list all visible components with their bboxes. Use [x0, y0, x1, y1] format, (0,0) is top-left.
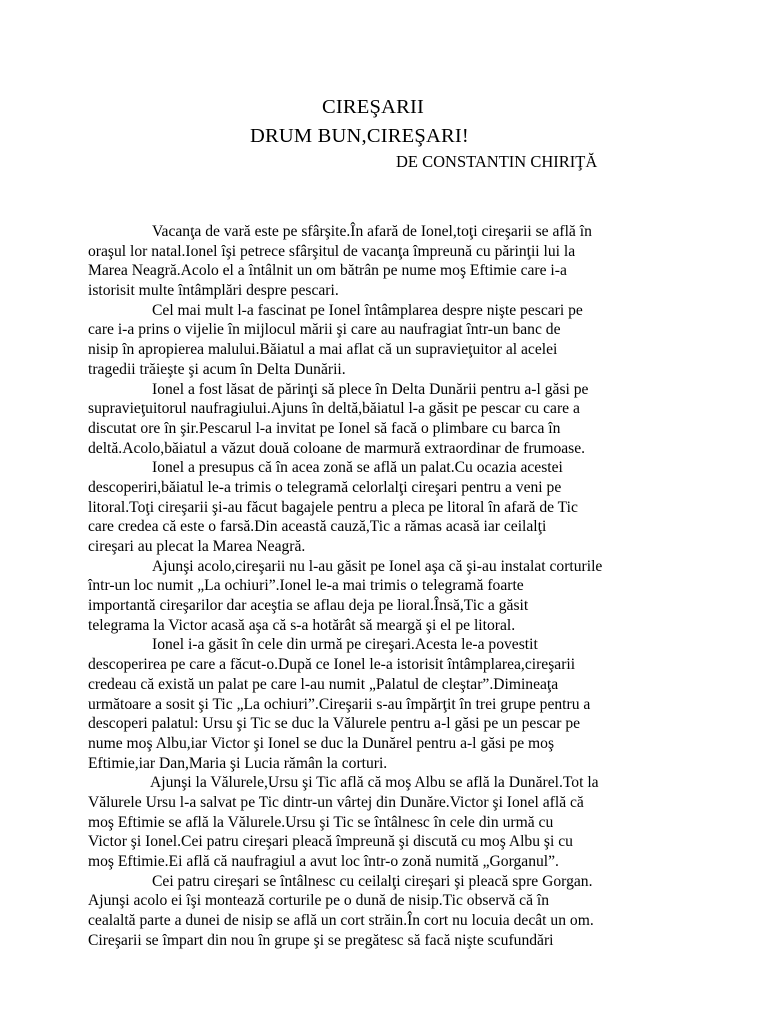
text-line: care credea că este o farsă.Din această cauză,Tic a rămas acasă iar ceilalţi [88, 518, 547, 536]
text-line: Ajunşi acolo ei îşi montează corturile pe o dună de nisip.Tic observă că în [88, 892, 550, 910]
text-line: Ionel a fost lăsat de părinţi să plece în Delta Dunării pentru a-l găsi pe [152, 380, 589, 398]
text-line: moş Eftimie.Ei află că naufragiul a avut loc într-o zonă numită „Gorganul”. [88, 853, 559, 870]
text-line: nisip în apropierea malului.Băiatul a mai aflat că un supravieţuitor al acelei [88, 341, 558, 359]
text-line: Victor şi Ionel.Cei patru cireşari pleacă împreună şi discută cu moş Albu şi cu [88, 833, 573, 851]
title-line-2: DRUM BUN,CIREŞARI! [250, 125, 469, 147]
text-line: cireşari au plecat la Marea Neagră. [88, 538, 306, 555]
text-line: Vacanţa de vară este pe sfârşite.În afară de Ionel,toţi cireşarii se află în [152, 223, 592, 240]
text-line: credeau că există un palat pe care l-au numit „Palatul de cleştar”.Dimineaţa [88, 675, 559, 693]
text-line: descoperirea pe care a făcut-o.După ce Ionel le-a istorisit întâmplarea,cireşarii [88, 656, 576, 674]
text-line: descoperi palatul: Ursu şi Tic se duc la Vălurele pentru a-l găsi pe un pescar pe [88, 715, 581, 733]
text-line: moş Eftimie se află la Vălurele.Ursu şi Tic se întâlnesc în cele din urmă cu [88, 813, 554, 831]
text-line: Eftimie,iar Dan,Maria şi Lucia rămân la corturi. [88, 754, 388, 772]
text-line: oraşul lor natal.Ionel îşi petrece sfârşitul de vacanţa împreună cu părinţii lui la [88, 242, 576, 260]
text-line: istorisit multe întâmplări despre pescari. [88, 282, 339, 300]
text-line: Ionel i-a găsit în cele din urmă pe cireşari.Acesta le-a povestit [152, 636, 538, 654]
text-line: supravieţuitorul naufragiului.Ajuns în deltă,băiatul l-a găsit pe pescar cu care a [88, 400, 580, 418]
body-text [88, 222, 708, 950]
text-line: descoperiri,băiatul le-a trimis o telegramă celorlalţi cireşari pentru a veni pe [88, 478, 562, 496]
text-line: discutat ore în şir.Pescarul l-a invitat pe Ionel să facă o plimbare cu barca în [88, 419, 561, 437]
text-line: într-un loc numit „La ochiuri”.Ionel le-a mai trimis o telegramă foarte [88, 577, 524, 595]
title-line-1: CIREŞARII [322, 96, 425, 118]
text-line: importantă cireşarilor dar aceştia se aflau deja pe lioral.Însă,Tic a găsit [88, 597, 529, 615]
text-line: Vălurele Ursu l-a salvat pe Tic dintr-un vârtej din Dunăre.Victor şi Ionel află că [88, 793, 584, 811]
text-line: Ajunşi la Vălurele,Ursu şi Tic află că moş Albu se află la Dunărel.Tot la [150, 774, 599, 792]
text-line: Ionel a presupus că în acea zonă se află un palat.Cu ocazia acestei [152, 459, 563, 477]
text-line: deltă.Acolo,băiatul a văzut două coloane de marmură extraordinar de frumoase. [88, 439, 586, 457]
text-line: Ajunşi acolo,cireşarii nu l-au găsit pe Ionel aşa că şi-au instalat corturile [152, 557, 603, 575]
text-line: Cireşarii se împart din nou în grupe şi se pregătesc să facă nişte scufundări [88, 931, 554, 949]
text-line: Cei patru cireşari se întâlnesc cu ceilalţi cireşari şi pleacă spre Gorgan. [152, 872, 593, 890]
text-line: tragedii trăieşte şi acum în Delta Dunării. [88, 360, 346, 378]
text-line: nume moş Albu,iar Victor şi Ionel se duc la Dunărel pentru a-l găsi pe moş [88, 734, 555, 752]
text-line: telegrama la Victor acasă aşa că s-a hotărât să meargă şi el pe litoral. [88, 616, 516, 634]
text-line: Marea Neagră.Acolo el a întâlnit un om bătrân pe nume moş Eftimie care i-a [88, 262, 567, 280]
author-line: DE CONSTANTIN CHIRIŢĂ [396, 152, 598, 171]
text-line: care i-a prins o vijelie în mijlocul mării şi care au naufragiat într-un banc de [88, 321, 561, 339]
text-line: Cel mai mult l-a fascinat pe Ionel întâmplarea despre nişte pescari pe [152, 301, 583, 319]
text-line: litoral.Toţi cireşarii şi-au făcut bagajele pentru a pleca pe litoral în afară de Tic [88, 498, 578, 516]
text-line: următoare a sosit şi Tic „La ochiuri”.Cireşarii s-au împărţit în trei grupe pentru a [88, 695, 591, 713]
text-line: cealaltă parte a dunei de nisip se află un cort străin.În cort nu locuia decât un om. [88, 912, 594, 930]
